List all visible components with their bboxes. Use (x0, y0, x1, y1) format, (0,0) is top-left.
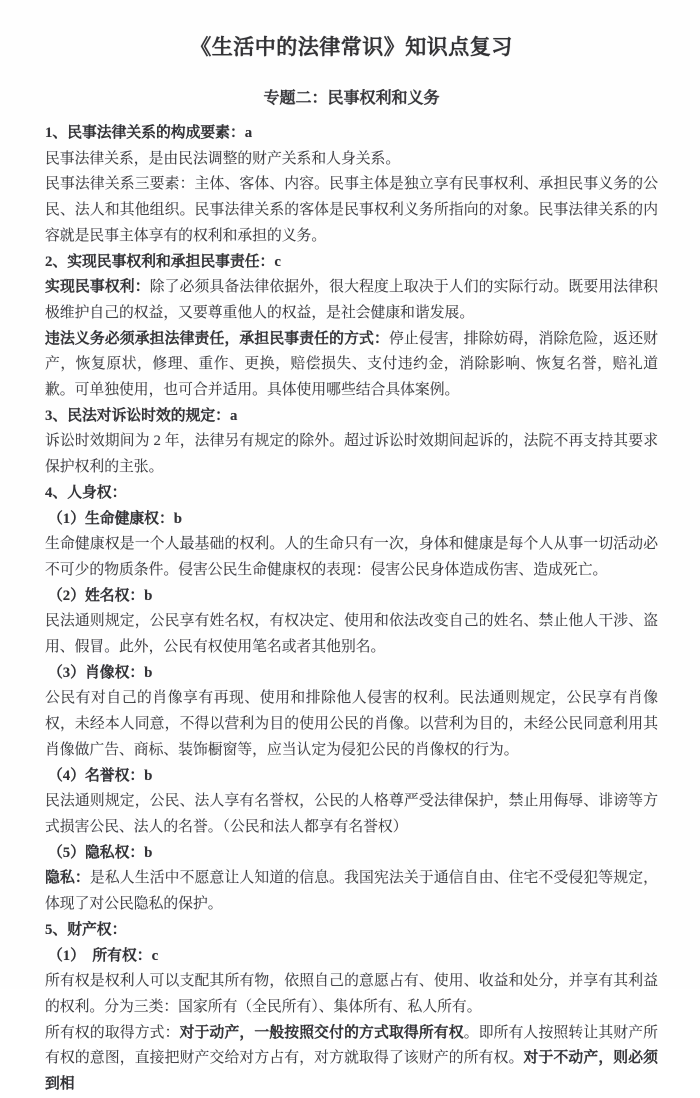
paragraph (45, 429, 658, 480)
bold-text-run: 实现民事权利： (45, 279, 150, 296)
text-run: 是私人生活中不愿意让人知道的信息。我国宪法关于通信自由、住宅不受侵犯等规定，体现了对公民隐私的保护。 (45, 870, 658, 913)
section-heading: 1、民事法律关系的构成要素：a (45, 125, 253, 141)
text-run: 诉讼时效期间为 2 年，法律另有规定的除外。超过诉讼时效期间起诉的，法院不再支持其要求保护权利的主张。 (45, 433, 658, 476)
paragraph (45, 789, 658, 840)
paragraph (45, 609, 658, 660)
bold-text-run: 对于动产，一般按照交付的方式取得所有权 (179, 1024, 464, 1041)
paragraph (45, 1021, 658, 1098)
document-subtitle: 专题二：民事权利和义务 (263, 90, 440, 107)
bold-text-run: 对于不动产，则必须到相 (45, 1050, 658, 1093)
sub-section-heading: （1） 所有权：c (48, 947, 159, 964)
bold-text-run: 隐私： (45, 870, 90, 887)
text-run: 民事法律关系三要素：主体、客体、内容。民事主体是独立享有民事权利、承担民事义务的公民、法人和其他组织。民事法律关系的客体是民事权利义务所指向的对象。民事法律关系的内容就是民事主体享有的权利和承担的义务。 (45, 176, 658, 244)
text-run: 停止侵害，排除妨碍，消除危险，返还财产，恢复原状，修理、重作、更换，赔偿损失、支付违约金，消除影响、恢复名誉，赔礼道歉。可单独使用，也可合并适用。具体使用哪些结合具体案例。 (45, 330, 658, 399)
text-run: 所有权的取得方式： (45, 1024, 180, 1041)
sub-section-heading: （3）肖像权：b (48, 664, 153, 681)
text-run: 生命健康权是一个人最基础的权利。人的生命只有一次，身体和健康是每个人从事一切活动必不可少的物质条件。侵害公民生命健康权的表现：侵害公民身体造成伤害、造成死亡。 (45, 536, 658, 578)
paragraph (45, 172, 658, 249)
text-run: 民事法律关系，是由民法调整的财产关系和人身关系。 (45, 150, 401, 167)
paragraph (45, 969, 658, 1020)
sub-section-heading: （5）隐私权：b (48, 844, 153, 861)
paragraph (45, 327, 658, 404)
document-body (45, 121, 658, 1098)
paragraph (45, 866, 658, 917)
paragraph (45, 686, 658, 763)
text-run: 除了必须具备法律依据外，很大程度上取决于人们的实际行动。既要用法律积极维护自己的权益，又要尊重他人的权益，是社会健康和谐发展。 (45, 279, 658, 321)
text-run: 民法通则规定，公民享有姓名权，有权决定、使用和依法改变自己的姓名、禁止他人干涉、盗用、假冒。此外，公民有权使用笔名或者其他别名。 (45, 613, 658, 656)
sub-section-heading: （1）生命健康权：b (48, 510, 183, 527)
text-run: 。即所有人按照转让其财产所有权的意图，直接把财产交给对方占有，对方就取得了该财产的所有权。 (45, 1024, 658, 1067)
paragraph (45, 275, 658, 326)
text-run: 民法通则规定，公民、法人享有名誉权，公民的人格尊严受法律保护，禁止用侮辱、诽谤等方式损害公民、法人的名誉。（公民和法人都享有名誉权） (45, 793, 658, 835)
paragraph (45, 147, 658, 173)
sub-section-heading: （4）名誉权：b (48, 767, 153, 784)
document-title: 《生活中的法律常识》知识点复习 (190, 35, 513, 59)
section-heading: 5、财产权： (45, 921, 127, 938)
paragraph (45, 532, 658, 583)
section-heading: 3、民法对诉讼时效的规定：a (45, 407, 238, 424)
text-run: 公民有对自己的肖像享有再现、使用和排除他人侵害的权利。民法通则规定，公民享有肖像权，未经本人同意，不得以营利为目的使用公民的肖像。以营利为目的，未经公民同意利用其肖像做广告、商标、装饰橱窗等，应当认定为侵犯公民的肖像权的行为。 (45, 690, 658, 758)
bold-text-run: 违法义务必须承担法律责任，承担民事责任的方式： (45, 330, 389, 347)
sub-section-heading: （2）姓名权：b (48, 587, 153, 604)
section-heading: 4、人身权： (45, 484, 127, 501)
text-run: 所有权是权利人可以支配其所有物，依照自己的意愿占有、使用、收益和处分，并享有其利益的权利。分为三类：国家所有（全民所有）、集体所有、私人所有。 (45, 973, 658, 1015)
section-heading: 2、实现民事权利和承担民事责任：c (45, 253, 281, 270)
